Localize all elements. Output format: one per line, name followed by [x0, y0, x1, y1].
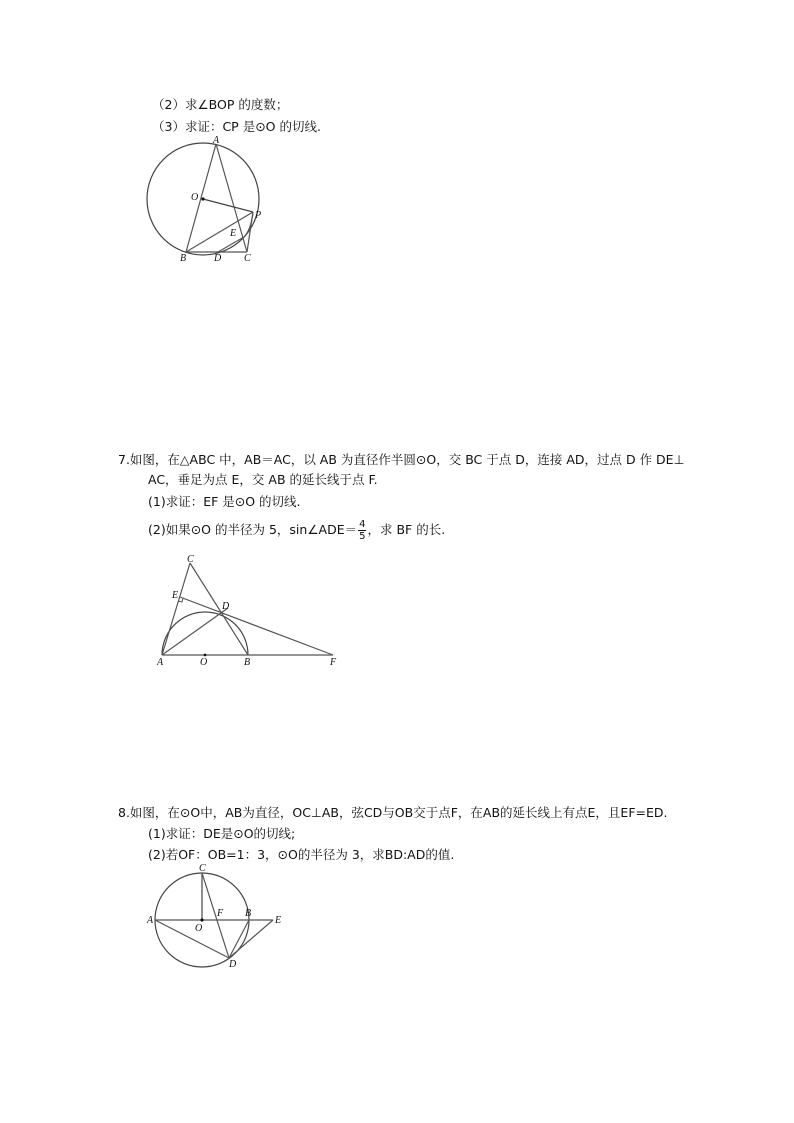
- q6-figure: [140, 132, 270, 267]
- q7-label-f: F: [330, 657, 337, 668]
- q6-segment-op: [203, 199, 253, 212]
- q8-label-c: C: [199, 863, 206, 874]
- q8-part2: (2)若OF：OB=1：3，⊙O的半径为 3，求BD:AD的值.: [148, 847, 455, 862]
- q7-label-e: E: [172, 590, 179, 601]
- q6-label-p: P: [255, 210, 262, 221]
- q7-label-b: B: [244, 657, 251, 668]
- q7-part1: (1)求证：EF 是⊙O 的切线.: [148, 494, 301, 509]
- q8-label-o: O: [195, 923, 203, 934]
- q8-label-f: F: [217, 908, 224, 919]
- q7-part2-post: ，求 BF 的长.: [367, 522, 446, 537]
- q6-part2: （2）求∠BOP 的度数；: [152, 97, 289, 112]
- q8-part1: (1)求证：DE是⊙O的切线;: [148, 826, 296, 841]
- q7-figure: [150, 555, 350, 670]
- q7-fraction-numerator: 4: [359, 519, 366, 530]
- q7-segment-ad: [162, 608, 228, 655]
- q7-fraction-denominator: 5: [359, 531, 366, 542]
- q6-label-e: E: [230, 228, 237, 239]
- q8-center-dot: [200, 918, 203, 921]
- q8-segment-de: [229, 920, 273, 958]
- q8-figure: [140, 860, 290, 972]
- q8-label-a: A: [147, 915, 154, 926]
- q8-segment-bd: [229, 920, 249, 958]
- q8-label-b: B: [245, 908, 252, 919]
- q7-center-dot: [204, 654, 207, 657]
- q7-label-d: D: [222, 601, 230, 612]
- q6-label-o: O: [191, 192, 199, 203]
- q8-label-e: E: [275, 915, 282, 926]
- q7-label-a: A: [157, 657, 164, 668]
- q7-label-c: C: [187, 554, 194, 565]
- q6-segment-de: [218, 237, 244, 252]
- q6-label-b: B: [180, 253, 187, 264]
- q7-segment-cb: [190, 563, 248, 655]
- q7-stem-line1: 7.如图，在△ABC 中，AB＝AC，以 AB 为直径作半圆⊙O，交 BC 于点 D，连接 AD，过点 D 作 DE⊥: [118, 452, 685, 467]
- q7-label-o: O: [200, 657, 208, 668]
- q8-segment-cd: [202, 873, 229, 958]
- q6-center-dot: [201, 197, 204, 200]
- q7-part2-pre: (2)如果⊙O 的半径为 5，sin∠ADE＝: [148, 522, 358, 537]
- q8-label-d: D: [229, 959, 237, 970]
- q8-stem: 8.如图，在⊙O中，AB为直径，OC⊥AB，弦CD与OB交于点F，在AB的延长线上有点E，且EF=ED.: [118, 805, 668, 820]
- q6-label-c: C: [244, 253, 251, 264]
- q6-part3: （3）求证：CP 是⊙O 的切线.: [152, 119, 321, 134]
- q7-segment-ac: [162, 563, 190, 655]
- q7-sin-fraction: [358, 519, 366, 542]
- q7-part2: [148, 516, 445, 544]
- q6-label-d: D: [214, 253, 222, 264]
- q6-label-a: A: [213, 135, 220, 146]
- q8-segment-ad: [155, 920, 229, 958]
- q7-stem-line2: AC，垂足为点 E，交 AB 的延长线于点 F.: [148, 472, 378, 487]
